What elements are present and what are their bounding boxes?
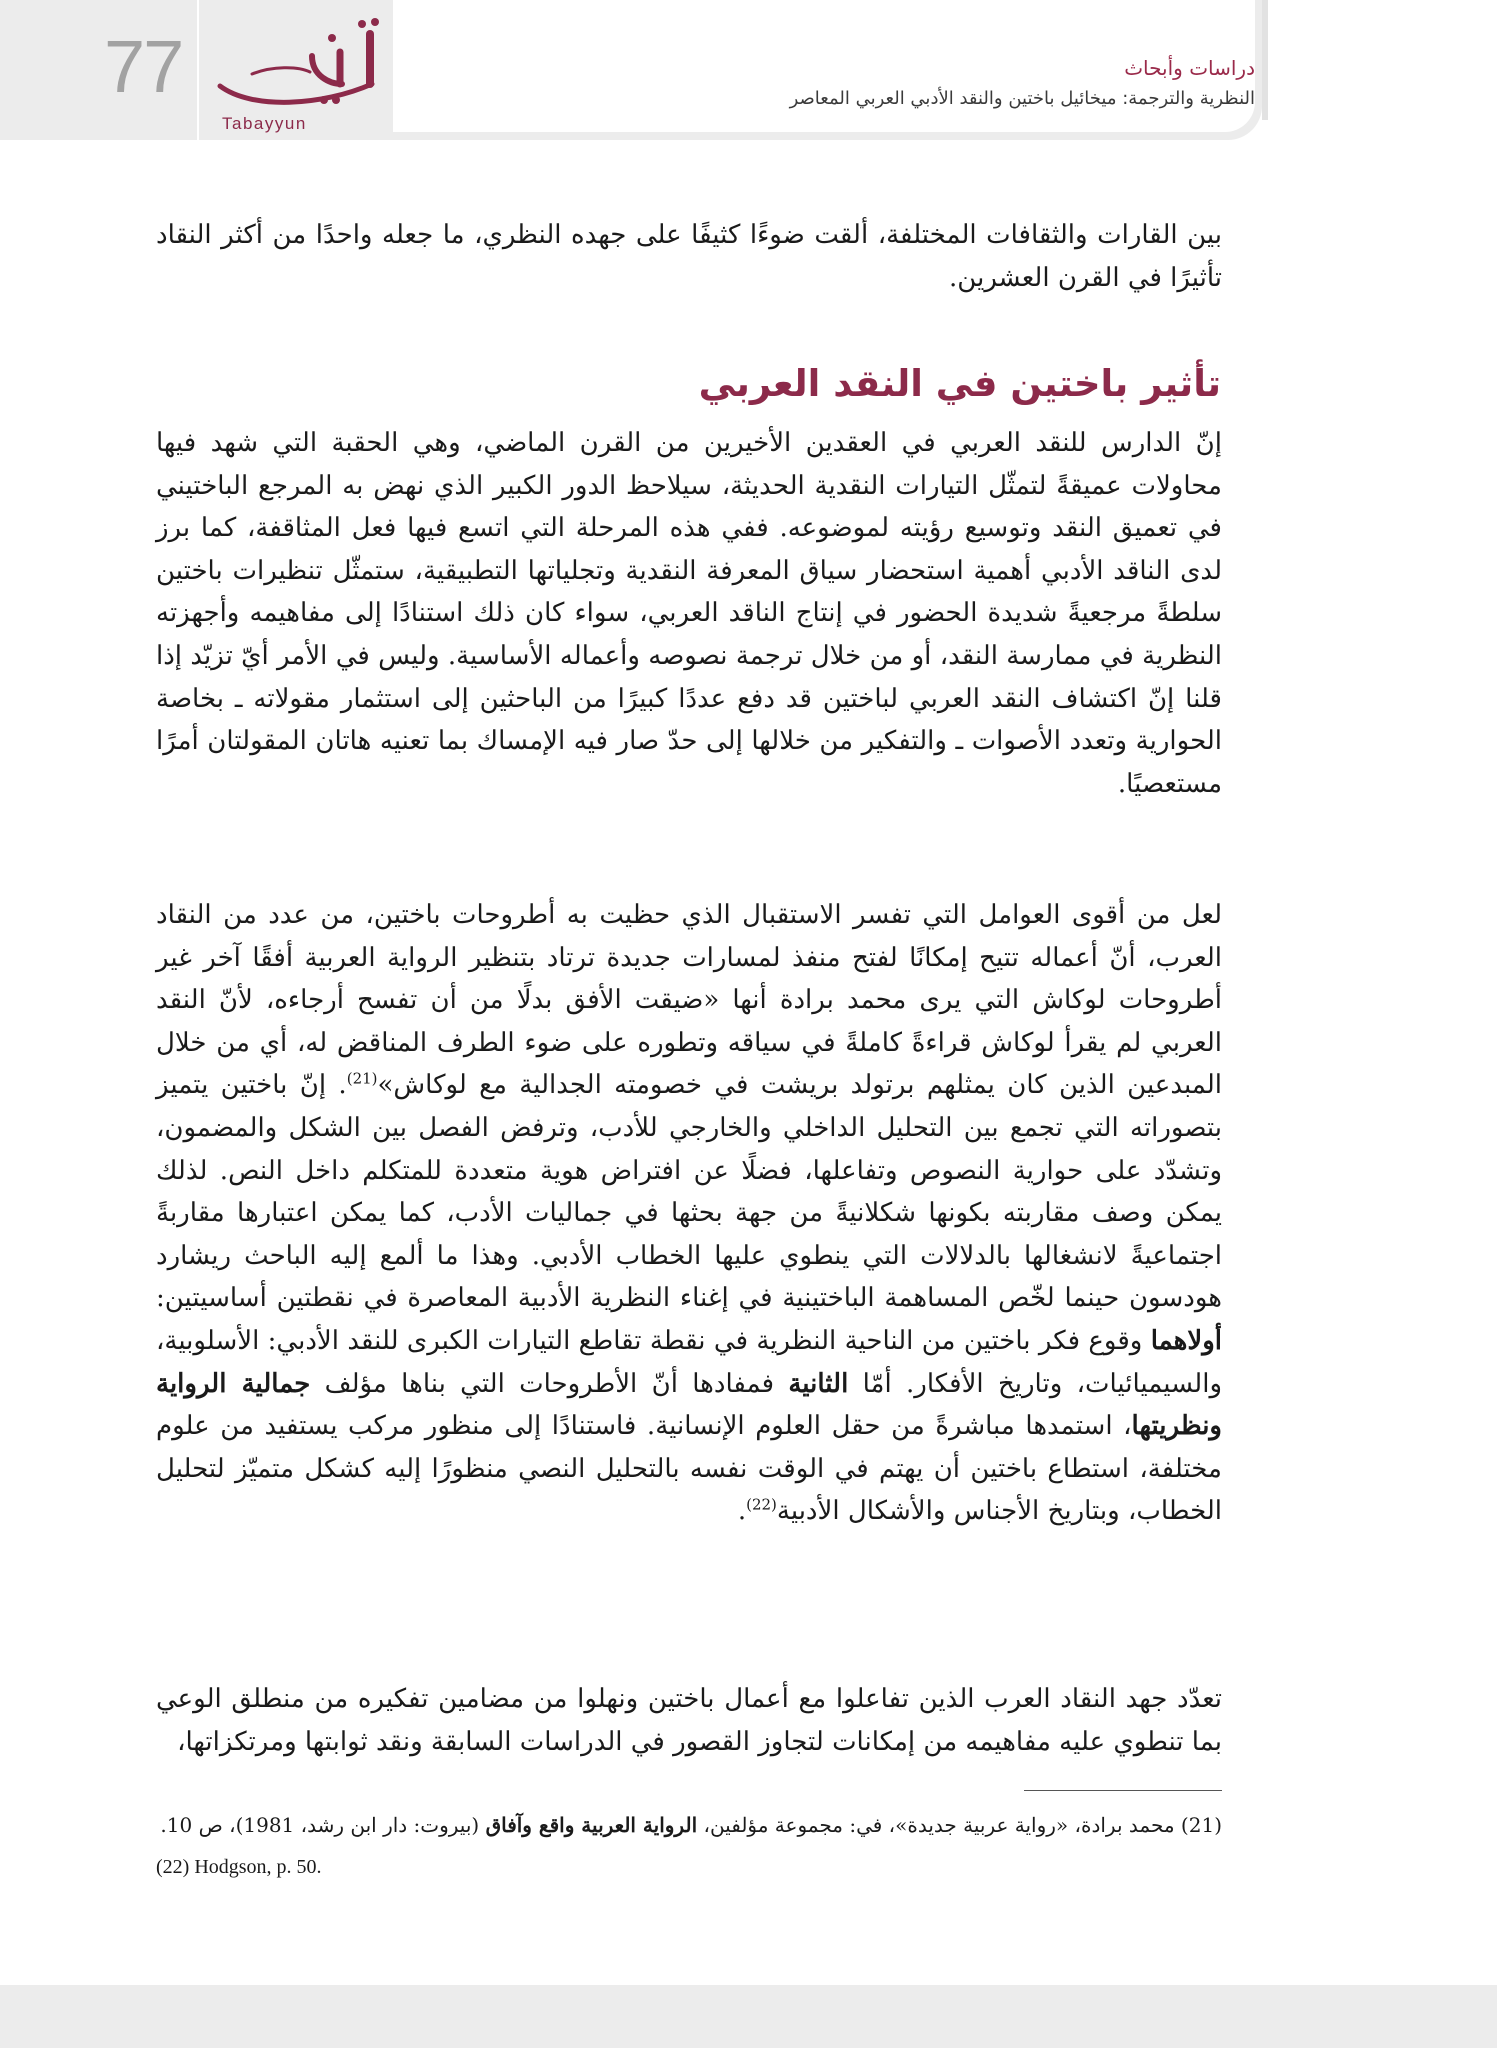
- page-number: 77: [104, 25, 183, 108]
- paragraph-2: [156, 894, 1222, 1533]
- section-title: دراسات وأبحاث: [1124, 56, 1255, 80]
- paragraph-2-text-e: ، استمدها مباشرةً من حقل العلوم الإنسانية. فاستنادًا إلى منظور مركب يستفيد من علوم مختلفة، استطاع باختين أن يهتم في الوقت نفسه بالتحليل النصي منظورًا إليه كشكل متميّز لتحليل الخطاب، وبتاريخ الأجناس والأشكال الأدبية: [156, 1411, 1222, 1527]
- bold-term-aesthetics: جمالية الرواية ونظريتها: [156, 1368, 1222, 1442]
- section-heading: تأثير باختين في النقد العربي: [698, 362, 1221, 405]
- footnote-22: (22) Hodgson, p. 50.: [156, 1856, 322, 1878]
- paragraph-3: تعدّد جهد النقاد العرب الذين تفاعلوا مع أعمال باختين ونهلوا من مضامين تفكيره من منطلق الوعي بما تنطوي عليه مفاهيمه من إمكانات لتجاوز القصور في الدراسات السابقة ونقد ثوابتها ومرتكزاتها،: [156, 1684, 1222, 1757]
- paragraph-2-text-after-ref: . إنّ باختين يتميز بتصوراته التي تجمع بين التحليل الداخلي والخارجي للأدب، وترفض الفصل بين الشكل والمضمون، وتشدّد على حوارية النصوص وتفاعلها، فضلًا عن افتراض هوية متعددة للمتكلم داخل النص. لذلك يمكن وصف مقاربته بكونها شكلانيةً من جهة بحثها في جماليات الأدب، كما يمكن اعتبارها مقاربةً اجتماعيةً لانشغالها بالدلالات التي ينطوي عليها الخطاب الأدبي. وهذا ما ألمع إليه الباحث ريشارد هودسون حينما لخّص المساهمة الباختينية في إغناء النظرية الأدبية المعاصرة في نقطتين أساسيتين:: [156, 1070, 1222, 1314]
- bold-term-first: أولاهما: [1150, 1325, 1222, 1356]
- footnote-21-pub: (بيروت: دار ابن رشد، 1981)، ص 10.: [160, 1813, 486, 1837]
- bottom-band: [0, 1985, 1497, 2048]
- paragraph-intro: بين القارات والثقافات المختلفة، ألقت ضوءًا كثيفًا على جهده النظري، ما جعله واحدًا من أكثر النقاد تأثيرًا في القرن العشرين.: [156, 220, 1222, 293]
- footnote-ref-22[interactable]: (22): [746, 1495, 777, 1514]
- paragraph-2-text-d: فمفادها أنّ الأطروحات التي بناها مؤلف: [310, 1368, 789, 1399]
- footnote-21-text: (21) محمد برادة، «رواية عربية جديدة»، في: مجموعة مؤلفين،: [697, 1813, 1222, 1837]
- paragraph-1: إنّ الدارس للنقد العربي في العقدين الأخيرين من القرن الماضي، وهي الحقبة التي شهد فيها محاولات عميقةً لتمثّل التيارات النقدية الحديثة، سيلاحظ الدور الكبير الذي نهض به المرجع الباختيني في تعميق النقد وتوسيع رؤيته لموضوعه. ففي هذه المرحلة التي اتسع فيها فعل المثاقفة، كما برز لدى الناقد الأدبي أهمية استحضار سياق المعرفة النقدية وتجلياتها التطبيقية، ستمثّل تنظيرات باختين سلطةً مرجعيةً شديدة الحضور في إنتاج الناقد العربي، سواء كان ذلك استنادًا إلى مفاهيمه وأجهزته النظرية في ممارسة النقد، أو من خلال ترجمة نصوصه وأعماله الأساسية. وليس في الأمر أيّ تزيّد إذا قلنا إنّ اكتشاف النقد العربي لباختين قد دفع عددًا كبيرًا من الباحثين إلى استثمار مقولاته ـ بخاصة الحوارية وتعدد الأصوات ـ والتفكير من خلالها إلى حدّ صار فيه الإمساك بما تعنيه هاتان المقولتان أمرًا مستعصيًا.: [156, 428, 1222, 799]
- journal-logo: [212, 14, 392, 132]
- footnote-21-book-title: الرواية العربية واقع وآفاق: [485, 1813, 698, 1837]
- footnote-21: [156, 1810, 1222, 1840]
- journal-logo-mark: [212, 14, 392, 114]
- footnote-ref-21[interactable]: (21): [346, 1069, 378, 1088]
- journal-logo-latin: Tabayyun: [222, 114, 307, 133]
- paragraph-2-text: لعل من أقوى العوامل التي تفسر الاستقبال الذي حظيت به أطروحات باختين، من عدد من النقاد العرب، أنّ أعماله تتيح إمكانًا لفتح منفذ لمسارات جديدة ترتاد بتنظير الرواية العربية أفقًا آخر غير أطروحات لوكاش التي يرى محمد برادة أنها «ضيقت الأفق بدلًا من أن تفسح أرجاءه، لأنّ النقد العربي لم يقرأ لوكاش قراءةً كاملةً في سياقه وتطوره على ضوء الطرف المناقض له، أي من خلال المبدعين الذين كان يمثلهم برتولد بريشت في خصومته الجدالية مع لوكاش»: [156, 900, 1222, 1101]
- paragraph-2-end: .: [737, 1496, 747, 1527]
- bold-term-second: الثانية: [788, 1368, 849, 1399]
- paragraph-2-text-c: وقوع فكر باختين من الناحية النظرية في نقطة تقاطع التيارات الكبرى للنقد الأدبي: الأسلوبية، والسيميائيات، وتاريخ الأفكار. أمّا: [156, 1325, 1223, 1399]
- footnote-divider: [1024, 1790, 1222, 1791]
- running-head: النظرية والترجمة: ميخائيل باختين والنقد الأدبي العربي المعاصر: [789, 88, 1255, 109]
- header-divider: [197, 0, 199, 140]
